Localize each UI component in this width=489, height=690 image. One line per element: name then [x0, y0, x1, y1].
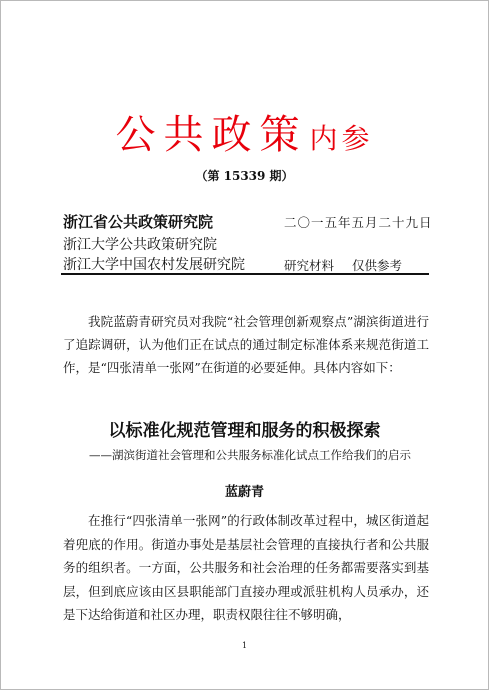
note-right: 仅供参考: [352, 258, 403, 273]
article-title: 以标准化规范管理和服务的积极探索: [108, 421, 381, 441]
intro-paragraph: 我院蓝蔚青研究员对我院“社会管理创新观察点”湖滨街道进行了追踪调研，认为他们正在试点的通过制定标准体系来规范街道工作，是“四张清单一张网”在街道的必要延伸。具体内容如下：: [63, 314, 429, 375]
article-body: 在推行“四张清单一张网”的行政体制改革过程中，城区街道起着兜底的作用。街道办事处是基层社会管理的直接执行者和公共服务的组织者。一方面，公共服务和社会治理的任务都需要落实到基层，但到底应该由区县职能部门直接办理或派驻机构人员承办，还是下达给街道和社区办理，职责权限往往不够明确，: [63, 513, 429, 622]
publication-date: 二〇一五年五月二十九日: [284, 215, 433, 230]
masthead-main: 公共政策: [115, 112, 308, 158]
article-author: 蓝蔚青: [224, 485, 264, 500]
masthead: [1, 103, 488, 160]
org-line-3: 浙江大学中国农村发展研究院: [63, 257, 245, 273]
note-left: 研究材料: [284, 258, 335, 273]
article-subtitle: ——湖滨街道社会管理和公共服务标准化试点工作给我们的启示: [89, 448, 411, 462]
circulation-note: [284, 256, 402, 274]
masthead-sub: 内参: [309, 122, 374, 155]
page-number: 1: [241, 641, 248, 650]
issue-number: （第 15339 期）: [195, 169, 294, 183]
org-line-2: 浙江大学公共政策研究院: [63, 237, 217, 253]
header-divider: [61, 273, 429, 275]
org-line-1: 浙江省公共政策研究院: [63, 213, 214, 231]
